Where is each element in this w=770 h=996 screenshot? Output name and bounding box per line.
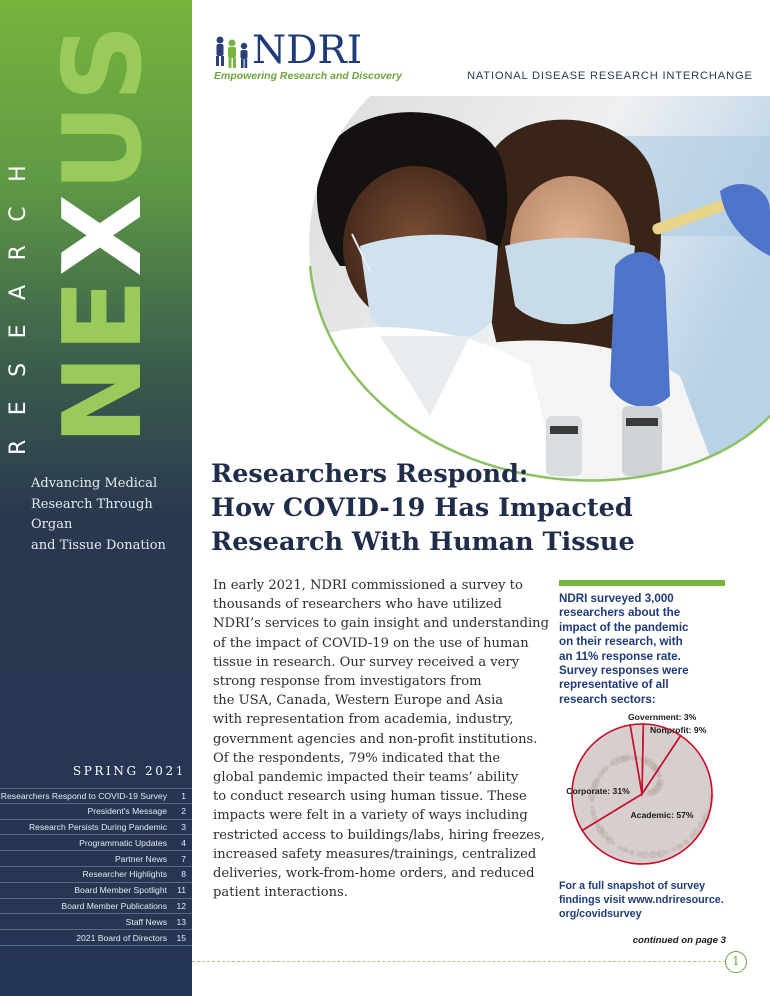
toc-page: 11 [177,885,186,896]
toc-item[interactable] [0,804,192,820]
pie-texture [590,809,596,815]
toc-item[interactable] [0,883,192,899]
sidebar [0,0,192,996]
pie-texture [601,767,607,773]
nexus-n: N [41,352,166,445]
tagline-line: Advancing Medical [31,476,158,491]
toc-title: Researcher Highlights [82,869,167,880]
callout-line: Survey responses were [559,664,689,678]
pie-texture [656,852,660,856]
snapshot-line[interactable]: org/covidsurvey [559,908,642,921]
callout-line: research sectors: [559,692,656,706]
pie-texture [649,851,657,859]
toc-item[interactable] [0,930,192,946]
headline-line: Research With Human Tissue [211,527,635,557]
body-line: the USA, Canada, Western Europe and Asia [213,693,504,709]
pie-texture [590,799,594,803]
body-line: Of the respondents, 79% indicated that the [213,750,501,766]
toc-item[interactable] [0,914,192,930]
article-body [213,576,549,902]
body-line: of the impact of COVID-19 on the use of human [213,635,529,651]
body-line: strong response from investigators from [213,674,482,690]
pie-texture [664,850,668,854]
pie-texture [649,788,657,796]
toc-page: 4 [181,837,186,848]
survey-snapshot-note [559,879,739,922]
hero-photo [300,96,770,484]
body-line: tissue in research. Our survey received a very [213,654,520,670]
toc-page: 15 [176,932,186,943]
toc-item[interactable] [0,867,192,883]
callout-line: representative of all [559,678,669,692]
pie-texture [596,825,604,833]
body-line: NDRI’s services to gain insight and understanding [213,616,549,632]
toc-title: Research Persists During Pandemic [28,821,167,832]
toc-page: 7 [181,853,186,864]
headline-line: How COVID-19 Has Impacted [211,493,633,523]
toc-item[interactable] [0,788,192,804]
pie-texture [618,846,622,850]
pie-texture [641,851,649,859]
pie-texture [590,805,594,809]
logo-wordmark: NDRI [252,28,363,73]
pie-texture [606,837,610,841]
callout-line: on their research, with [559,635,683,649]
body-line: with representation from academia, industry, [213,712,514,728]
article-headline [211,457,635,559]
snapshot-line[interactable]: findings visit www.ndriresource. [559,894,724,907]
toc-title: Board Member Publications [61,900,167,911]
toc-page: 12 [176,900,186,911]
pie-texture [672,847,676,851]
survey-callout [559,592,739,707]
body-line: to conduct research using human tissue. These [213,789,527,805]
table-of-contents [0,788,192,946]
pie-label-corporate: Corporate: 31% [566,786,630,796]
toc-title: Staff News [125,916,167,927]
callout-line: impact of the pandemic [559,620,689,634]
toc-title: Board Member Spotlight [74,885,167,896]
toc-title: Partner News [114,853,167,864]
masthead-nexus [41,5,166,445]
toc-title: President's Message [87,806,167,817]
toc-title: Programmatic Updates [79,837,167,848]
pie-texture [621,847,627,853]
page-number: 1 [725,951,747,973]
toc-item[interactable] [0,820,192,836]
toc-page: 2 [181,806,186,817]
toc-page: 8 [181,869,186,880]
toc-item[interactable] [0,899,192,915]
toc-item[interactable] [0,851,192,867]
people-icon [212,34,254,74]
pie-texture [612,841,616,845]
pie-texture [644,759,648,763]
body-line: increased safety measures/trainings, centralized [213,846,537,862]
logo-tagline: Empowering Research and Discovery [214,70,402,82]
body-line: global pandemic impacted their teams’ ability [213,770,519,786]
pie-texture [676,844,682,850]
body-line: impacts were felt in a variety of ways including [213,808,528,824]
toc-title: Researchers Respond to COVID-19 Survey [0,790,167,801]
snapshot-line: For a full snapshot of survey [559,880,706,892]
pie-texture [658,778,662,782]
tagline-line: and Tissue Donation [31,537,166,553]
toc-title: 2021 Board of Directors [76,932,167,943]
body-line: thousands of researchers who have utilized [213,597,502,613]
toc-page: 13 [176,916,186,927]
body-line: restricted access to buildings/labs, hiring freezes, [213,827,545,843]
body-line: deliveries, work-from-home orders, and reduced [213,866,535,882]
nexus-us: US [41,22,166,192]
pie-texture [621,754,629,762]
callout-line: researchers about the [559,606,681,620]
pie-texture [610,762,614,766]
organization-name: NATIONAL DISEASE RESEARCH INTERCHANGE [467,70,753,82]
nexus-e: E [41,276,166,353]
toc-item[interactable] [0,835,192,851]
issue-season: SPRING 2021 [72,764,186,778]
callout-accent-bar [559,580,725,586]
body-line: In early 2021, NDRI commissioned a survey to [213,578,523,593]
ndri-logo[interactable] [212,28,402,82]
pie-label-academic: Academic: 57% [630,810,694,820]
masthead-tagline [31,474,181,556]
toc-page: 3 [181,821,186,832]
footer-divider [192,961,726,962]
masthead-research: RESEARCH [6,140,31,455]
pie-texture [598,772,604,778]
headline-line: Researchers Respond: [211,459,529,489]
survey-pie-chart [560,706,730,878]
nexus-x: X [41,191,166,277]
pie-texture [657,782,661,786]
body-line: patient interactions. [213,885,348,901]
continued-note[interactable]: continued on page 3 [632,935,726,946]
pie-label-government: Government: 3% [628,712,697,722]
pie-label-nonprofit: Nonprofit: 9% [650,725,707,735]
callout-line: NDRI surveyed 3,000 [559,592,674,605]
toc-page: 1 [181,790,186,801]
tagline-line: Research Through Organ [31,496,153,532]
pie-texture [683,839,689,845]
callout-line: an 11% response rate. [559,649,681,663]
body-line: government agencies and non-profit institutions. [213,731,538,747]
pie-texture [629,850,635,856]
